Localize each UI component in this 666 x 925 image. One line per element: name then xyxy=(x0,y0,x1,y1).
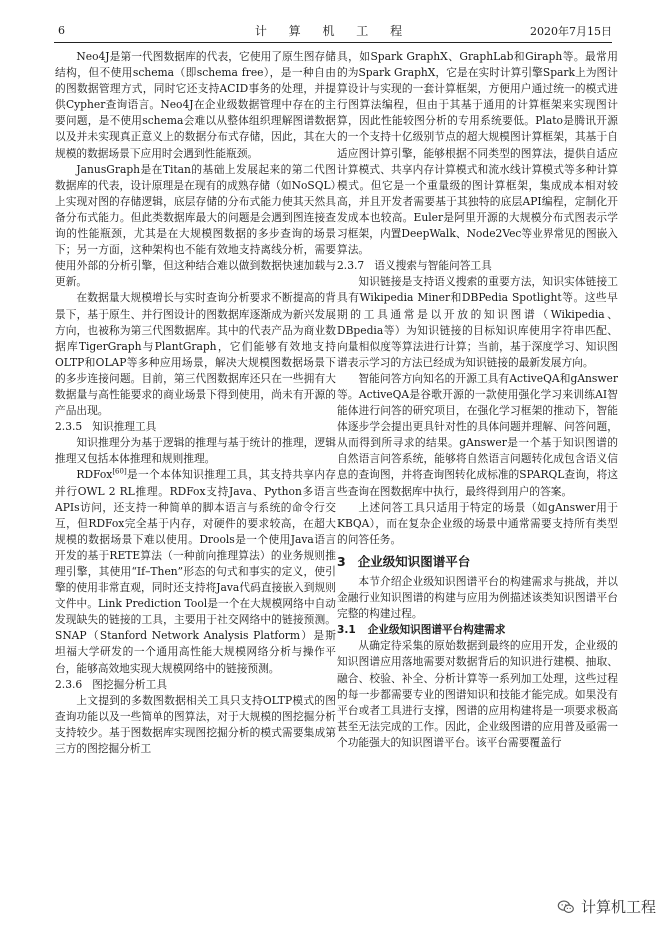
section-title: 企业级知识图谱平台构建需求 xyxy=(367,624,506,637)
left-column xyxy=(55,49,336,757)
paragraph-third-gen: 在数据量大规模增长与实时查询分析要求不断提高的背景下，基于原生、并行图设计的图数据库逐渐成为新兴发展方向，也被称为第三代图数据库。其中的代表产品为商业数据库TigerGraph与PlantGraph，它们能够有效地支持OLTP和OLAP等多种应用场景，解决大规模图数据场景下的多步连接问题。目前，第三代图数据库还只在一些拥有大数据量与高性能要求的商业场景下得到使用，尚未有开源的产品出现。 xyxy=(55,291,336,418)
section-number: 2.3.5 xyxy=(55,420,83,434)
section-heading-2-3-5 xyxy=(55,419,336,435)
right-column xyxy=(337,49,618,751)
page-header xyxy=(0,0,666,40)
section-title: 语义搜索与智能问答工具 xyxy=(374,259,492,273)
section-heading-3-1 xyxy=(337,622,618,638)
paragraph-entity-linking: 知识链接是支持语义搜索的重要方法，知识实体链接工具有Wikipedia Miner和DBPedia Spotlight等。这些早期的工具通常是以开放的知识图谱（Wikipedia、DBpedia等）为知识链接的目标知识库使用字符串匹配、向量相似度等算法进行计算；当前，基于深度学习、知识图谱表示学习的方法已经成为知识链接的最新发展方向。 xyxy=(337,275,618,369)
rdfox-text: 是一个本体知识推理工具，其支持共享内存并行OWL 2 RL推理。RDFox支持Java、Python多语言APIs访问，还支持一种简单的脚本语言与系统的命令行交互，但RDFox完全基于内存，对硬件的要求较高，在超大规模的数据场景下难以使用。Drools是一个使用Java语言开发的基于RETE算法（一种前向推理算法）的业务规则推理引擎，其使用“If–Then”形态的句式和事实的定义，使引擎的使用非常直观，同时还支持将Java代码直接嵌入到规则文件中。Link Prediction Tool是一个在大规模网络中自动发现缺失的链接的工具，主要用于社交网络中的链接预测。SNAP（Stanford Network Analysis Platform）是斯坦福大学研发的一个通用高性能大规模网络分析与操作平台，能够高效地实现大规模网络中的链接预测。 xyxy=(55,468,336,675)
watermark-text: 计算机工程 xyxy=(580,898,656,916)
paragraph-qa-tools: 智能问答方向知名的开源工具有ActiveQA和gAnswer等。ActiveQA是谷歌开源的一款使用强化学习来训练AI智能体进行问答的研究项目，在强化学习框架的推动下，智能体逐步学会提出更具针对性的具体问题并理解、问答问题，从而得到所寻求的结果。gAnswer是一个基于知识图谱的自然语言问答系统，能够将自然语言问题转化成包含语义信息的查询图，并将查询图转化成标准的SPARQL查询，将这些查询在图数据库中执行，最终得到用户的答案。 xyxy=(337,371,618,498)
watermark xyxy=(557,896,656,917)
paragraph-platform-needs: 从确定待采集的原始数据到最终的应用开发，企业级的知识图谱应用落地需要对数据背后的知识进行建模、抽取、融合、校验、补全、分析计算等一系列加工处理，这些过程的每一步都需要专业的图谱知识和技能才能完成。如果没有平台或者工具进行支撑，图谱的应用构建将是一项要求极高甚至无法完成的工作。因此，企业级图谱的应用普及亟需一个功能强大的知识图谱平台。该平台需要覆盖行 xyxy=(337,639,618,749)
section-heading-2-3-6 xyxy=(55,677,336,693)
issue-date: 2020年7月15日 xyxy=(530,25,612,38)
rdfox-term: RDFox xyxy=(76,468,113,482)
paragraph-neo4j: Neo4J是第一代图数据库的代表，它使用了原生图存储结构，但不使用schema（即schema free），是一种自由的图数据管理方式，同时它还支持ACID事务的处理，并提供Cypher查询语言。Neo4J在企业级数据管理中存在的主要问题，是不使用schema会难以从整体组织理解图谱数据以及并未实现真正意义上的数据分布式存储，因此，其在大规模的数据场景下应用时会遇到性能瓶颈。 xyxy=(55,50,336,160)
paragraph-qa-limits: 上述问答工具只适用于特定的场景（如gAnswer用于KBQA），而在复杂企业级的场景中通常需要支持所有类型的问答任务。 xyxy=(337,500,618,546)
paragraph-section3-intro: 本节介绍企业级知识图谱平台的构建需求与挑战，并以金融行业知识图谱的构建与应用为例描述该类知识图谱平台完整的构建过程。 xyxy=(337,575,618,621)
section-number: 3 xyxy=(337,553,346,569)
journal-name: 计 算 机 工 程 xyxy=(254,24,412,38)
paragraph-spark-graphx: 具，如Spark GraphX、GraphLab和Giraph等。最常用的为Spark GraphX，它是在实时计算引擎Spark上为图计算设计与实现的一套计算框架，方便用户通过统一的模式进行图算法编程，但由于其基于通用的计算框架来实现图计算，因此性能较图分析的专用系统要低。Plato是腾讯开源的一个支持十亿级别节点的超大规模图计算框架，其基于自适应图计算引擎，能够根据不同类型的图算法，提供自适应计算模式、共享内存计算模式和流水线计算模式等多种计算模式。但它是一个重量级的图计算框架，集成成本相对较高，并且开发者需要基于其独特的底层API编程，定制化开发成本也较高。Euler是阿里开源的大规模分布式图表示学习框架，内置DeepWalk、Node2Vec等业界常见的图嵌入算法。 xyxy=(337,50,618,257)
section-number: 2.3.6 xyxy=(55,677,83,691)
section-title: 知识推理工具 xyxy=(92,420,157,434)
wechat-icon xyxy=(557,900,575,914)
page-number: 6 xyxy=(58,24,65,37)
section-title: 企业级知识图谱平台 xyxy=(357,553,471,569)
paragraph-rdfox xyxy=(55,467,336,676)
section-heading-3 xyxy=(337,554,618,570)
paragraph-janusgraph: JanusGraph是在Titan的基础上发展起来的第二代图数据库的代表，设计原理是在现有的成熟存储（如NoSQL）上实现对图的存储逻辑，底层存储的分布式能力使其天然具备分布式能力。但此类数据库最大的问题是会遇到图连接查询的性能瓶颈，尤其是在大规模图数据的多步查询的场景下；另一方面，这种架构也不能有效地支持离线分析，需要使用外部的分析引擎，但这种结合难以做到数据快速加载与更新。 xyxy=(55,162,336,289)
section-title: 图挖掘分析工具 xyxy=(92,677,168,691)
paragraph-reasoning: 知识推理分为基于逻辑的推理与基于统计的推理，逻辑推理又包括本体推理和规则推理。 xyxy=(55,436,336,466)
section-heading-2-3-7 xyxy=(337,258,618,274)
paragraph-graph-mining: 上文提到的多数图数据相关工具只支持OLTP模式的图查询功能以及一些简单的图算法，对于大规模的图挖掘分析支持较少。基于图数据库实现图挖掘分析的模式需要集成第三方的图挖掘分析工 xyxy=(55,693,336,756)
citation-ref: [60] xyxy=(112,467,127,476)
section-number: 3.1 xyxy=(337,624,356,637)
section-number: 2.3.7 xyxy=(337,259,365,273)
header-rule xyxy=(54,42,612,43)
